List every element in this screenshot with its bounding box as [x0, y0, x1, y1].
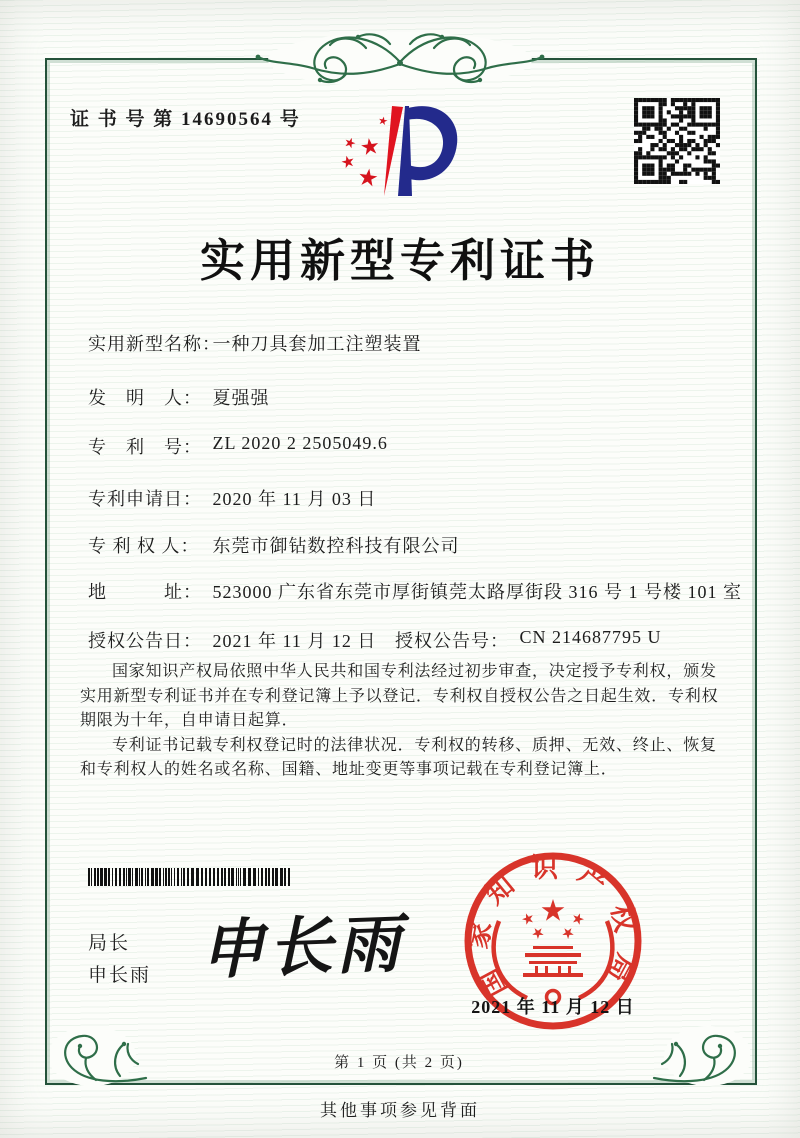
field-label: 发 明 人：	[88, 388, 202, 408]
director-signature: 申长雨	[199, 908, 406, 987]
field-value: 2020 年 11 月 03 日	[212, 489, 377, 509]
top-flourish-ornament	[250, 26, 550, 92]
cnipa-logo	[330, 90, 480, 220]
seal-text: 国家知识产权局	[462, 852, 644, 1003]
barcode	[88, 868, 294, 886]
certificate-title: 实用新型专利证书	[199, 236, 600, 286]
field-label: 专 利 权 人：	[88, 536, 200, 556]
field-label: 地 址：	[88, 582, 202, 602]
field-value: 夏强强	[212, 388, 270, 408]
field-value: ZL 2020 2 2505049.6	[212, 433, 388, 453]
legal-paragraph-2: 专利证书记载专利权登记时的法律状况．专利权的转移、质押、无效、终止、恢复和专利权人的姓名或名称、国籍、地址变更等事项记载在专利登记簿上．	[80, 736, 717, 778]
field-value: 523000 广东省东莞市厚街镇莞太路厚街段 316 号 1 号楼 101 室	[212, 582, 742, 602]
back-side-note: 其他事项参见背面	[320, 1101, 480, 1120]
field-row-grant-date	[88, 627, 662, 653]
certificate-number: 证 书 号 第 14690564 号	[70, 109, 301, 130]
field-row-patent-name	[88, 330, 422, 356]
field-value: 2021 年 11 月 12 日	[212, 631, 377, 651]
field-row-address	[88, 578, 761, 607]
legal-paragraph-1: 国家知识产权局依照中华人民共和国专利法经过初步审查，决定授予专利权，颁发实用新型专利证书并在专利登记簿上予以登记．专利权自授权公告之日起生效．专利权期限为十年，自申请日起算．	[80, 663, 719, 729]
field-label: 实用新型名称：	[88, 334, 221, 354]
field-label: 专 利 号：	[88, 437, 202, 457]
field-row-filing-date	[88, 485, 376, 511]
qr-code	[634, 98, 720, 184]
field-label: 授权公告号：	[395, 631, 509, 651]
page-number: 第 1 页 (共 2 页)	[334, 1055, 464, 1071]
field-label: 专利申请日：	[88, 489, 202, 509]
svg-text:国家知识产权局	[462, 853, 643, 1002]
field-row-inventor	[88, 384, 270, 410]
seal-date: 2021 年 11 月 12 日	[471, 997, 635, 1017]
field-value: CN 214687795 U	[519, 627, 662, 647]
logo-p-bowl	[406, 106, 457, 180]
field-value: 东莞市御钻数控科技有限公司	[212, 536, 460, 556]
field-value: 一种刀具套加工注塑装置	[212, 334, 422, 354]
field-row-patent-number	[88, 433, 388, 459]
logo-stars	[340, 116, 388, 187]
director-title: 局长	[88, 933, 131, 954]
national-emblem	[494, 899, 613, 1004]
grant-number-pair	[395, 627, 662, 653]
field-label: 授权公告日：	[88, 631, 202, 651]
field-row-patentee	[88, 532, 460, 558]
legal-text	[80, 660, 725, 783]
director-name: 申长雨	[88, 965, 152, 986]
